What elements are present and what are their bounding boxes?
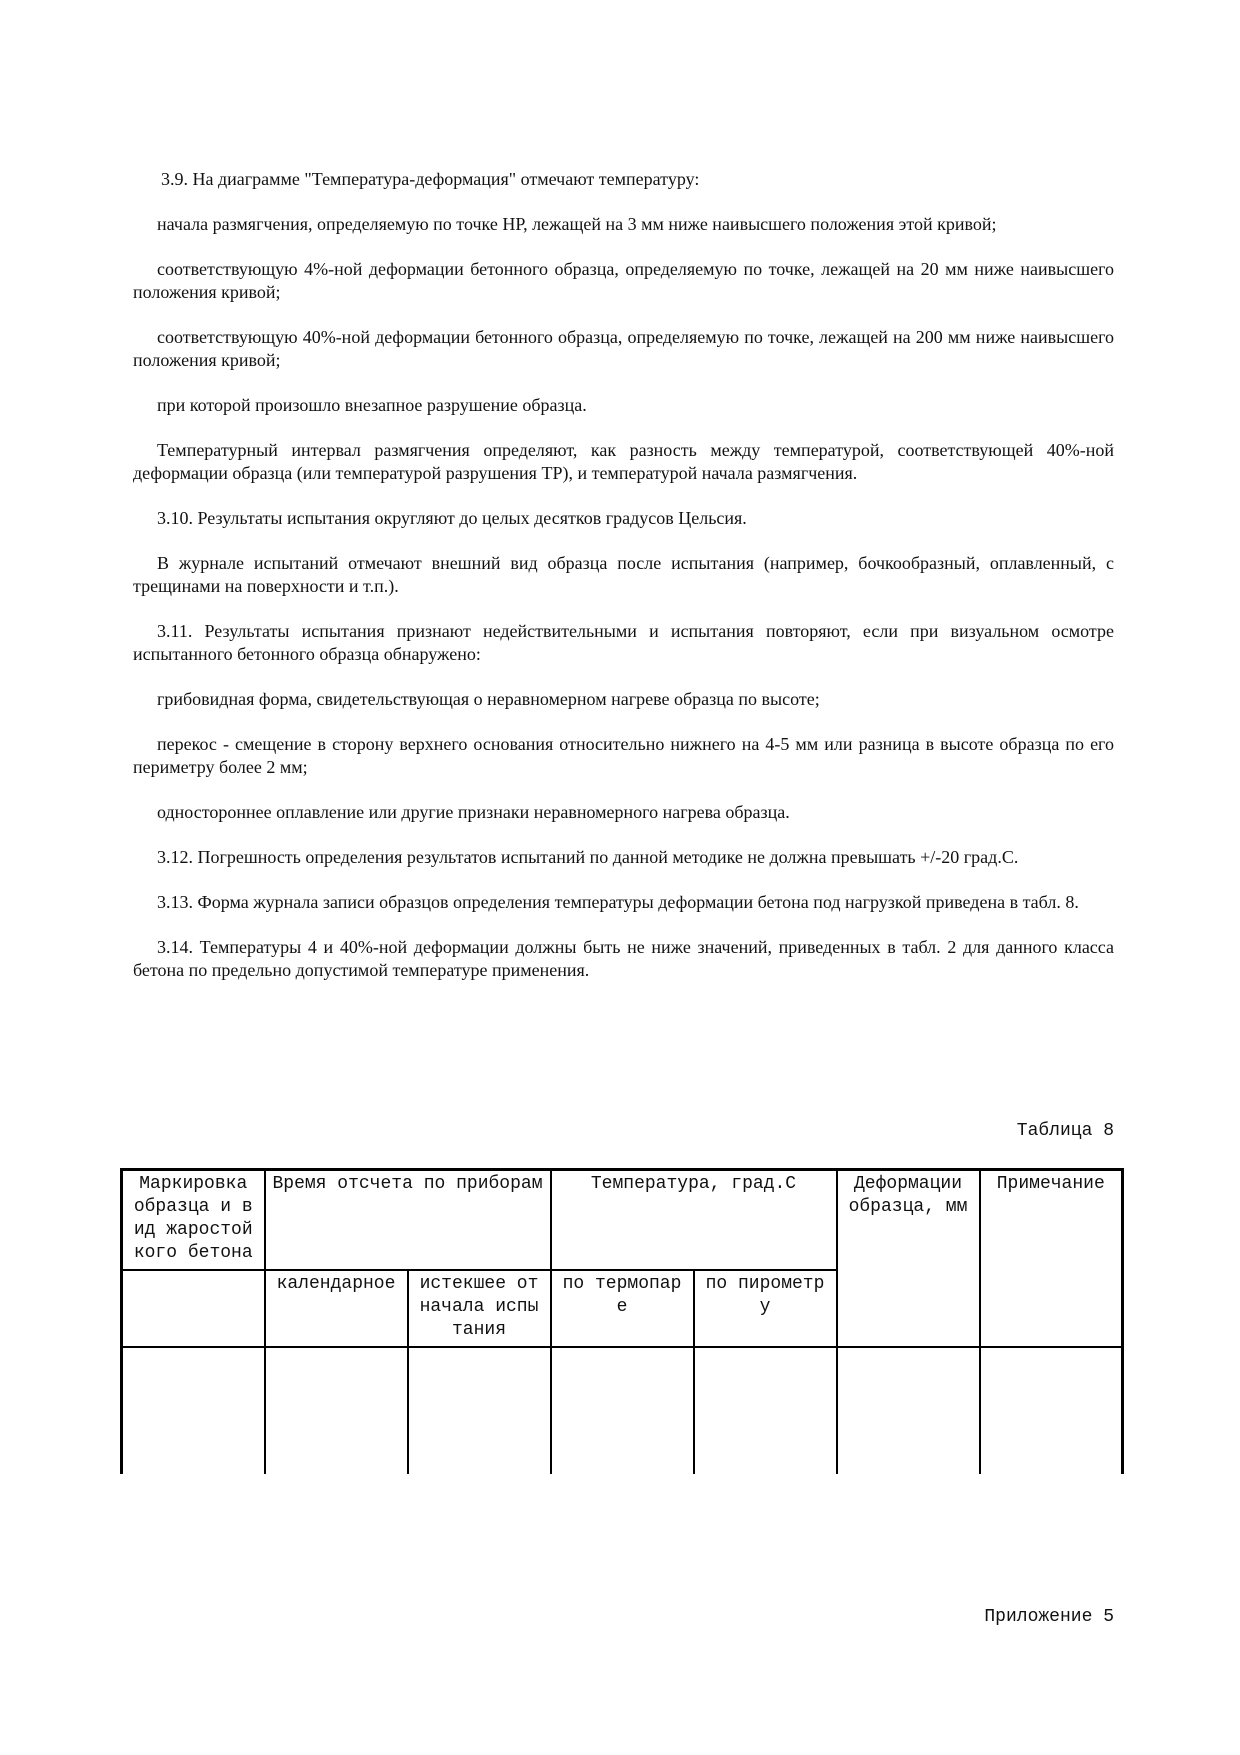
subheader-thermocouple: по термопаре [551,1270,694,1347]
paragraph-sudden-failure: при которой произошло внезапное разрушение образца. [157,395,587,415]
table-cell [694,1347,837,1474]
paragraph-skew: перекос - смещение в сторону верхнего основания относительно нижнего на 4-5 мм или разница в высоте образца по его периметру более 2 мм; [133,734,1114,777]
paragraph-3-13: 3.13. Форма журнала записи образцов определения температуры деформации бетона под нагрузкой приведена в табл. 8. [157,892,1079,912]
table-header-row [122,1170,1123,1271]
paragraph-mushroom: грибовидная форма, свидетельствующая о неравномерном нагреве образца по высоте; [157,689,820,709]
paragraph-3-14: 3.14. Температуры 4 и 40%-ной деформации должны быть не ниже значений, приведенных в табл. 2 для данного класса бетона по предельно допустимой температуре применения. [133,937,1114,980]
header-time-group: Время отсчета по приборам [265,1170,551,1271]
subheader-elapsed: истекшее от начала испы тания [408,1270,551,1347]
table-title: Таблица 8 [1016,1121,1114,1141]
appendix-label: Приложение 5 [984,1607,1114,1627]
table-cell [551,1347,694,1474]
document-body [133,168,1114,1004]
paragraph-3-12: 3.12. Погрешность определения результатов испытаний по данной методике не должна превышать +/-20 град.С. [157,847,1019,867]
header-temperature-group: Температура, град.С [551,1170,837,1271]
header-deformation: Деформации образца, мм [837,1170,980,1348]
paragraph-journal: В журнале испытаний отмечают внешний вид образца после испытания (например, бочкообразный, оплавленный, с трещинами на поверхности и т.п.). [133,553,1114,596]
paragraph-4-percent: соответствующую 4%-ной деформации бетонного образца, определяемую по точке, лежащей на 20 мм ниже наивысшего положения кривой; [133,259,1114,302]
subheader-calendar: календарное [265,1270,408,1347]
table-row [122,1347,1123,1474]
table-cell [408,1347,551,1474]
header-marking: Маркировка образца и вид жаростойкого бетона [122,1170,265,1271]
paragraph-40-percent: соответствующую 40%-ной деформации бетонного образца, определяемую по точке, лежащей на 200 мм ниже наивысшего положения кривой; [133,327,1114,370]
header-note: Примечание [980,1170,1123,1348]
table-cell [837,1347,980,1474]
table-cell [265,1347,408,1474]
paragraph-softening-start: начала размягчения, определяемую по точке НР, лежащей на 3 мм ниже наивысшего положения этой кривой; [157,214,997,234]
table-cell [980,1347,1123,1474]
paragraph-3-9: 3.9. На диаграмме "Температура-деформация" отмечают температуру: [161,169,700,189]
paragraph-softening-interval: Температурный интервал размягчения определяют, как разность между температурой, соответствующей 40%-ной деформации образца (или температурой разрушения ТР), и температурой начала размягчения. [133,440,1114,483]
subheader-empty [122,1270,265,1347]
paragraph-3-11: 3.11. Результаты испытания признают недействительными и испытания повторяют, если при визуальном осмотре испытанного бетонного образца обнаружено: [133,621,1114,664]
table-cell [122,1347,265,1474]
paragraph-one-sided: одностороннее оплавление или другие признаки неравномерного нагрева образца. [157,802,790,822]
subheader-pyrometer: по пирометру [694,1270,837,1347]
journal-table [120,1168,1124,1474]
paragraph-3-10: 3.10. Результаты испытания округляют до целых десятков градусов Цельсия. [157,508,747,528]
